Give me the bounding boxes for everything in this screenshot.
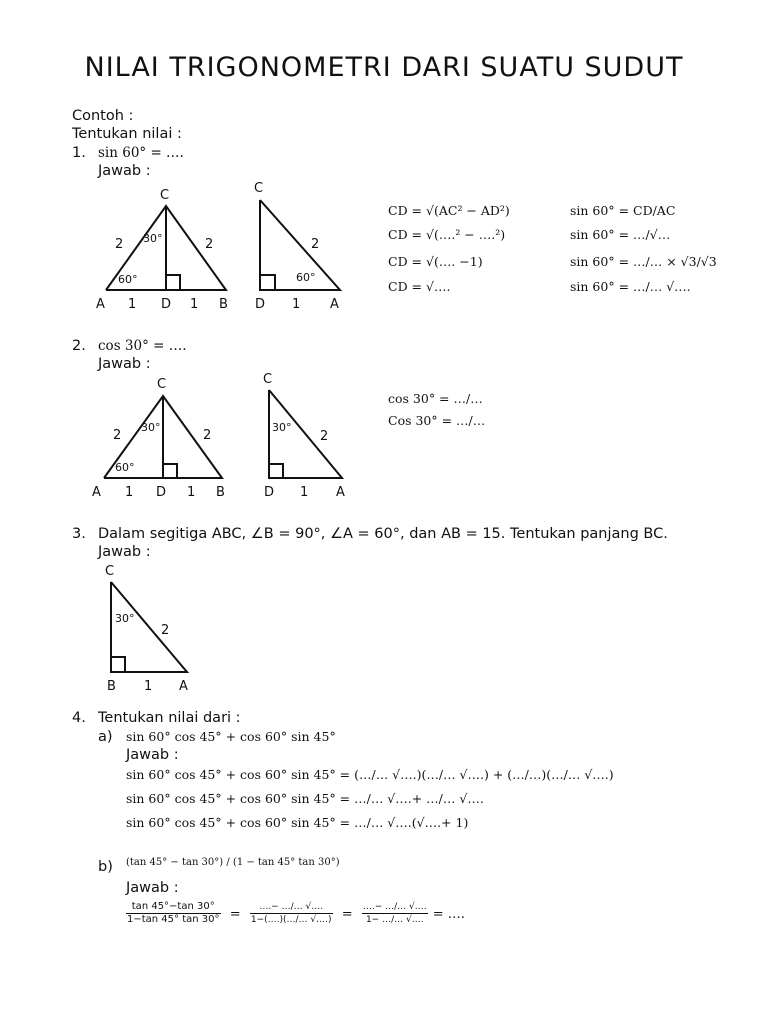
side-right: 2	[203, 428, 212, 443]
label-a: A	[330, 297, 339, 312]
base: 1	[292, 297, 301, 312]
label-c: C	[160, 188, 170, 203]
q3-jawab: Jawab :	[98, 544, 151, 560]
q4a-line-1: sin 60° cos 45° + cos 60° sin 45° = (…/… √….)(…/… √….) + (…/…)(…/… √….)	[126, 767, 614, 782]
q2-number: 2.	[72, 338, 86, 354]
label-b: B	[219, 297, 228, 312]
label-c: C	[157, 377, 167, 392]
q2-jawab: Jawab :	[98, 356, 151, 372]
angle: 30°	[272, 421, 292, 434]
q1-jawab: Jawab :	[98, 163, 151, 179]
triangle-abc-q2	[92, 377, 225, 500]
label-c: C	[263, 372, 273, 387]
q1-sin-1: sin 60° = CD/AC	[570, 203, 676, 218]
label-d: D	[264, 485, 275, 500]
angle: 30°	[115, 612, 135, 625]
side-right: 2	[205, 237, 214, 252]
figure-2	[88, 372, 358, 507]
q2-eq-1: cos 30° = …/…	[388, 391, 483, 406]
angle-top: 30°	[141, 421, 161, 434]
q4b-expression: (tan 45° − tan 30°) / (1 − tan 45° tan 30°)	[126, 857, 340, 868]
hypotenuse: 2	[161, 623, 170, 638]
label-a: A	[336, 485, 345, 500]
q2-question: cos 30° = ….	[98, 338, 187, 354]
q1-eq-4: CD = √….	[388, 279, 451, 294]
q4a-label: a)	[98, 729, 113, 745]
label-d: D	[255, 297, 266, 312]
label-b: B	[107, 679, 116, 694]
triangle-bca-q3	[105, 564, 188, 694]
q4b-frac-2: $\frac{\dots.- \dots/\dots √\dots.}{1-(\dots.)(\dots/\dots √\dots.)}$	[250, 902, 332, 925]
q1-number: 1.	[72, 145, 86, 161]
angle-left: 60°	[115, 461, 135, 474]
q4a-line-3: sin 60° cos 45° + cos 60° sin 45° = …/… √….(√….+ 1)	[126, 815, 469, 830]
q4b-jawab: Jawab :	[126, 880, 179, 896]
label-d: D	[161, 297, 172, 312]
q4a-line-2: sin 60° cos 45° + cos 60° sin 45° = …/… √….+ …/… √….	[126, 791, 484, 806]
q1-question: sin 60° = ….	[98, 145, 184, 161]
angle-left: 60°	[118, 273, 138, 286]
q1-eq-2: CD = √(….² − ….²)	[388, 227, 506, 242]
label-a: A	[96, 297, 105, 312]
side-left: 2	[115, 237, 124, 252]
q1-sin-2: sin 60° = …/√…	[570, 227, 671, 242]
q4b-label: b)	[98, 859, 113, 875]
q4b-line-end: = ….	[432, 907, 465, 922]
q4b-frac-1: $\frac{\tan 45^\circ-\tan 30^\circ}{1-\tan 45^\circ \tan 30^\circ}$	[127, 901, 220, 925]
hypotenuse: 2	[311, 237, 320, 252]
q1-eq-3: CD = √(…. −1)	[388, 254, 483, 269]
q4b-work: $\frac{\tan 45^\circ-\tan 30^\circ}{1-\tan 45^\circ \tan 30^\circ}$ = $\frac{\dots.- \dots/\dots √\dots.}{1-(\dots.)(\dots/\dots √\dots.)}$ = $\frac{\dots.- \dots/\dots √\dots.}{1- \dots/\dots √\dots.}$ = ….	[127, 901, 465, 925]
q4a-expression: sin 60° cos 45° + cos 60° sin 45°	[126, 729, 336, 744]
base: 1	[300, 485, 309, 500]
label-a: A	[92, 485, 101, 500]
base-left: 1	[125, 485, 134, 500]
hypotenuse: 2	[320, 429, 329, 444]
q4a-jawab: Jawab :	[126, 747, 179, 763]
q4-number: 4.	[72, 710, 86, 726]
q4b-frac-3: $\frac{\dots.- \dots/\dots √\dots.}{1- \dots/\dots √\dots.}$	[362, 902, 427, 925]
q2-eq-2: Cos 30° = …/…	[388, 413, 486, 428]
page-title: NILAI TRIGONOMETRI DARI SUATU SUDUT	[84, 52, 684, 83]
label-b: B	[216, 485, 225, 500]
q3-number: 3.	[72, 526, 86, 542]
q1-sin-4: sin 60° = …/… √….	[570, 279, 691, 294]
base-left: 1	[128, 297, 137, 312]
label-c: C	[105, 564, 115, 579]
triangle-dca-q1	[254, 181, 340, 312]
figure-1	[90, 180, 360, 315]
contoh-label: Contoh :	[72, 108, 134, 124]
label-d: D	[156, 485, 167, 500]
base-right: 1	[190, 297, 199, 312]
tentukan-label: Tentukan nilai :	[72, 126, 182, 142]
q3-question: Dalam segitiga ABC, ∠B = 90°, ∠A = 60°, dan AB = 15. Tentukan panjang BC.	[98, 526, 668, 542]
q1-sin-3: sin 60° = …/… × √3/√3	[570, 254, 717, 269]
label-c: C	[254, 181, 264, 196]
base: 1	[144, 679, 153, 694]
side-left: 2	[113, 428, 122, 443]
q4-question: Tentukan nilai dari :	[98, 710, 241, 726]
q1-eq-1: CD = √(AC² − AD²)	[388, 203, 510, 218]
figure-3	[98, 560, 218, 695]
angle: 60°	[296, 271, 316, 284]
label-a: A	[179, 679, 188, 694]
base-right: 1	[187, 485, 196, 500]
triangle-abc-q1	[96, 188, 228, 312]
triangle-dca-q2	[263, 372, 345, 500]
angle-top: 30°	[143, 232, 163, 245]
